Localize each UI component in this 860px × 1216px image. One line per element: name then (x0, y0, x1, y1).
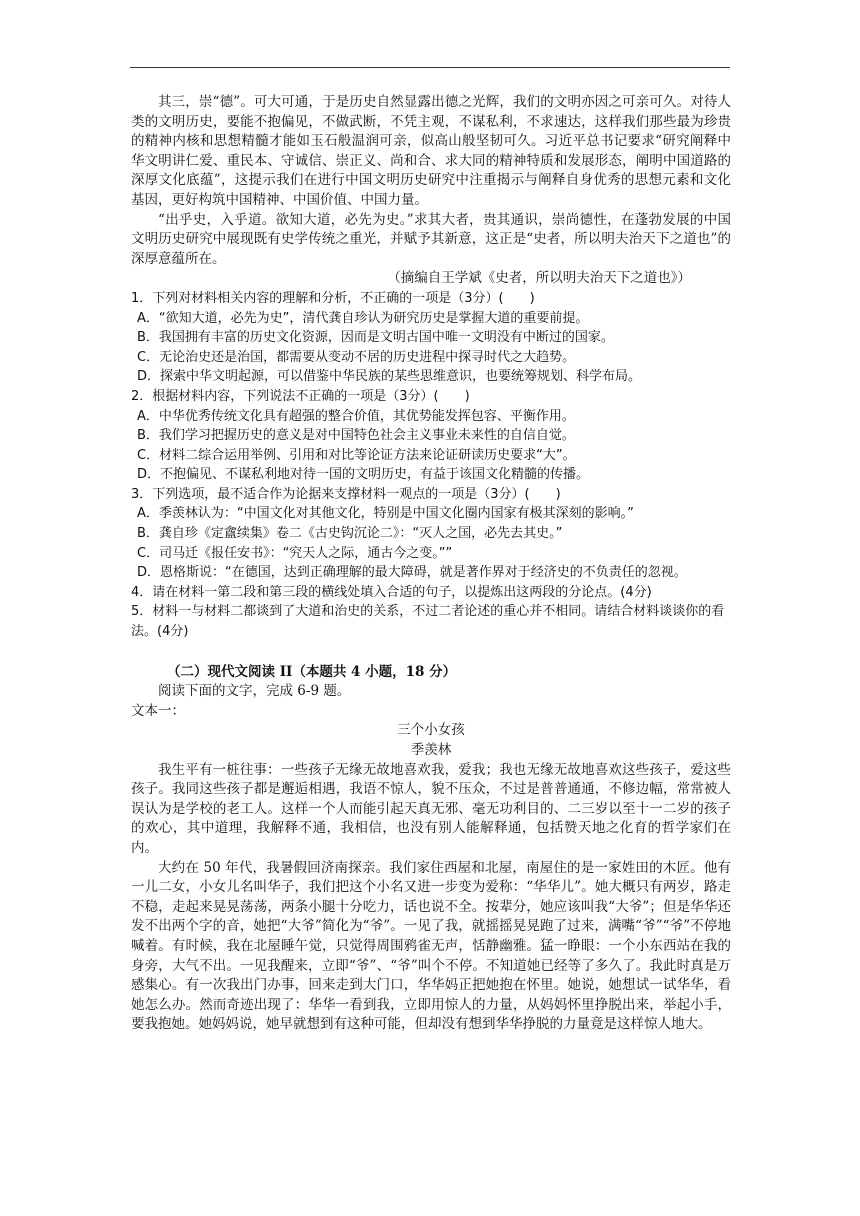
text-1-label: 文本一： (131, 702, 185, 719)
question-option: A．中华优秀传统文化具有超强的整合价值，其优势能发挥包容、平衡作用。 (137, 408, 575, 424)
question-5-stem: 5．材料一与材料二都谈到了大道和治史的关系，不过二者论述的重心并不相同。请结合材料谈谈你的看法。(4分) (131, 604, 725, 640)
question-option: D．探索中华文明起源，可以借鉴中华民族的某些思维意识，也要统筹规划、科学布局。 (137, 369, 642, 385)
material1-paragraph-4: “出乎史，入乎道。欲知大道，必先为史。”求其大者，贵其通识，崇尚德性，在蓬勃发展的中国文明历史研究中展现既有史学传统之重光，并赋予其新意，这正是“史者，所以明夫治天下之道也”的深厚意蕴所在。 (131, 211, 731, 267)
question-option: B．龚自珍《定盦续集》卷二《古史钩沉论二》：“灭人之国，必先去其史。” (137, 526, 563, 542)
question-option: A．季羡林认为：“中国文化对其他文化，特别是中国文化圈内国家有极其深刻的影响。” (137, 506, 634, 522)
section-2-instruction: 阅读下面的文字，完成 6-9 题。 (158, 683, 351, 700)
question-option: C．司马迁《报任安书》：“究天人之际，通古今之变。”” (137, 545, 453, 561)
document-page (131, 93, 731, 1035)
question-3 (131, 485, 731, 583)
article-paragraph-1: 我生平有一桩往事：一些孩子无缘无故地喜欢我，爱我；我也无缘无故地喜欢这些孩子，爱这些孩子。我同这些孩子都是邂逅相遇，我语不惊人，貌不压众，不过是普普通通，不修边幅，常常被人误认为是学校的老工人。这样一个人而能引起天真无邪、毫无功利目的、二三岁以至十一二岁的孩子的欢心，其中道理，我解释不通，我相信，也没有别人能解释通，包括赞天地之化育的哲学家们在内。 (131, 761, 731, 856)
article-title: 三个小女孩 (397, 722, 465, 739)
article-paragraph-2: 大约在 50 年代，我暑假回济南探亲。我们家住西屋和北屋，南屋住的是一家姓田的木匠。他有一儿二女，小女儿名叫华子，我们把这个小名又进一步变为爱称：“华华儿”。她大概只有两岁，路走不稳，走起来晃晃荡荡，两条小腿十分吃力，话也说不全。按辈分，她应该叫我“大爷”；但是华华还发不出两个字的音，她把“大爷”简化为“爷”。一见了我，就摇摇晃晃跑了过来，满嘴“爷”“爷”不停地喊着。有时候，我在北屋睡午觉，只觉得周围鸦雀无声，恬静幽雅。猛一睁眼：一个小东西站在我的身旁，大气不出。一见我醒来，立即“爷”、“爷”叫个不停。不知道她已经等了多久了。我此时真是万感集心。有一次我出门办事，回来走到大门口，华华妈正把她抱在怀里。她说，她想试一试华华，看她怎么办。然而奇迹出现了：华华一看到我，立即用惊人的力量，从妈妈怀里挣脱出来，举起小手，要我抱她。她妈妈说，她早就想到有这种可能，但却没有想到华华挣脱的力量竟是这样惊人地大。 (131, 859, 731, 1033)
question-option: C．材料二综合运用举例、引用和对比等论证方法来论证研读历史要求“大”。 (137, 447, 576, 463)
material1-paragraph-3: 其三，崇“德”。可大可通，于是历史自然显露出德之光辉，我们的文明亦因之可亲可久。对待人类的文明历史，要能不抱偏见，不做武断，不凭主观，不谋私利，不求速达，这样我们那些最为珍贵的精神内核和思想精髓才能如玉石般温润可亲，似高山般坚韧可久。习近平总书记要求“研究阐释中华文明讲仁爱、重民本、守诚信、崇正义、尚和合、求大同的精神特质和发展形态，阐明中国道路的深厚文化底蕴”，这提示我们在进行中国文明历史研究中注重揭示与阐释自身优秀的思想元素和文化基因，更好构筑中国精神、中国价值、中国力量。 (131, 94, 731, 208)
question-option: B．我国拥有丰富的历史文化资源，因而是文明古国中唯一文明没有中断过的国家。 (137, 330, 614, 346)
question-stem: 3．下列选项，最不适合作为论据来支撑材料一观点的一项是（3分）( ) (131, 486, 561, 502)
question-1 (131, 289, 731, 387)
article-author: 季羡林 (410, 742, 452, 758)
question-2 (131, 387, 731, 485)
header-rule (130, 67, 730, 68)
question-stem: 1．下列对材料相关内容的理解和分析，不正确的一项是（3分）( ) (131, 290, 535, 306)
question-option: D．恩格斯说：“在德国，达到正确理解的最大障碍，就是著作界对于经济史的不负责任的忽视。 (137, 565, 687, 581)
question-option: A．“欲知大道，必先为史”，清代龚自珍认为研究历史是掌握大道的重要前提。 (137, 310, 589, 326)
question-4-stem: 4．请在材料一第二段和第三段的横线处填入合适的句子，以提炼出这两段的分论点。(4分) (131, 584, 652, 600)
material1-source: （摘编自王学斌《史者，所以明夫治天下之道也》） (387, 270, 691, 287)
question-option: B．我们学习把握历史的意义是对中国特色社会主义事业未来性的自信自觉。 (137, 428, 575, 444)
question-option: D．不抱偏见、不谋私利地对待一国的文明历史，有益于该国文化精髓的传播。 (137, 467, 590, 483)
question-stem: 2．根据材料内容，下列说法不正确的一项是（3分）( ) (131, 388, 470, 404)
section-2-heading: （二）现代文阅读 II（本题共 4 小题，18 分） (167, 663, 457, 680)
question-option: C．无论治史还是治国，都需要从变动不居的历史进程中探寻时代之大趋势。 (137, 349, 576, 365)
